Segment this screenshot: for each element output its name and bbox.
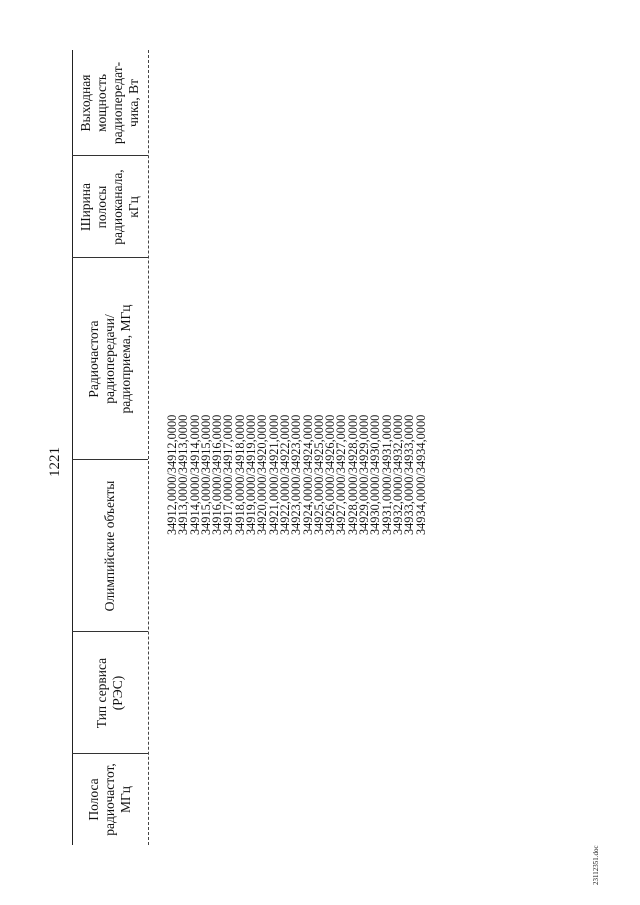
frequency-row: 34933,0000/34933,0000 bbox=[402, 414, 417, 535]
frequency-row: 34924,0000/34924,0000 bbox=[300, 414, 315, 535]
frequency-row: 34914,0000/34914,0000 bbox=[187, 414, 202, 535]
header-output-power bbox=[74, 50, 146, 156]
frequency-row: 34930,0000/34930,0000 bbox=[368, 414, 383, 535]
header-channel-bandwidth bbox=[74, 156, 146, 258]
frequency-row: 34920,0000/34920,0000 bbox=[255, 414, 270, 535]
frequency-row: 34925,0000/34925,0000 bbox=[311, 414, 326, 535]
frequency-row: 34917,0000/34917,0000 bbox=[221, 414, 236, 535]
frequency-row: 34912,0000/34912,0000 bbox=[165, 414, 179, 535]
frequency-row: 34932,0000/34932,0000 bbox=[390, 414, 405, 535]
frequency-row: 34918,0000/34918,0000 bbox=[232, 414, 247, 535]
document-reference: 23112351.doc bbox=[592, 845, 600, 885]
frequency-list bbox=[167, 295, 427, 535]
header-frequency-band-label: Полоса радиочастот, МГц bbox=[86, 763, 133, 836]
header-tx-rx-frequency bbox=[74, 258, 146, 460]
frequency-row: 34934,0000/34934,0000 bbox=[413, 414, 428, 535]
frequency-row: 34931,0000/34931,0000 bbox=[379, 414, 394, 535]
frequency-row: 34919,0000/34919,0000 bbox=[244, 414, 259, 535]
frequency-row: 34922,0000/34922,0000 bbox=[277, 414, 292, 535]
header-output-power-label: Выходная мощность радиопередат- чика, Вт bbox=[78, 61, 141, 145]
header-frequency-band bbox=[74, 754, 146, 845]
frequency-row: 34926,0000/34926,0000 bbox=[323, 414, 338, 535]
frequency-row: 34915,0000/34915,0000 bbox=[198, 414, 213, 535]
header-channel-bandwidth-label: Ширина полосы радиоканала, кГц bbox=[78, 169, 141, 245]
frequency-row: 34927,0000/34927,0000 bbox=[334, 414, 349, 535]
frequency-row: 34928,0000/34928,0000 bbox=[345, 414, 360, 535]
header-bottom-rule bbox=[148, 50, 149, 845]
page-number: 1221 bbox=[47, 447, 63, 477]
frequency-row: 34923,0000/34923,0000 bbox=[289, 414, 304, 535]
header-service-type-label: Тип сервиса (РЭС) bbox=[94, 657, 125, 729]
header-tx-rx-frequency-label: Радиочастота радиопередачи/ радиоприема, МГц bbox=[86, 304, 133, 414]
frequency-row: 34913,0000/34913,0000 bbox=[176, 414, 191, 535]
frequency-row: 34916,0000/34916,0000 bbox=[210, 414, 225, 535]
frequency-row: 34929,0000/34929,0000 bbox=[357, 414, 372, 535]
header-top-rule bbox=[72, 50, 73, 845]
header-olympic-objects bbox=[74, 460, 146, 632]
frequency-row: 34921,0000/34921,0000 bbox=[266, 414, 281, 535]
header-service-type bbox=[74, 632, 146, 754]
header-olympic-objects-label: Олимпийские объекты bbox=[102, 480, 117, 612]
